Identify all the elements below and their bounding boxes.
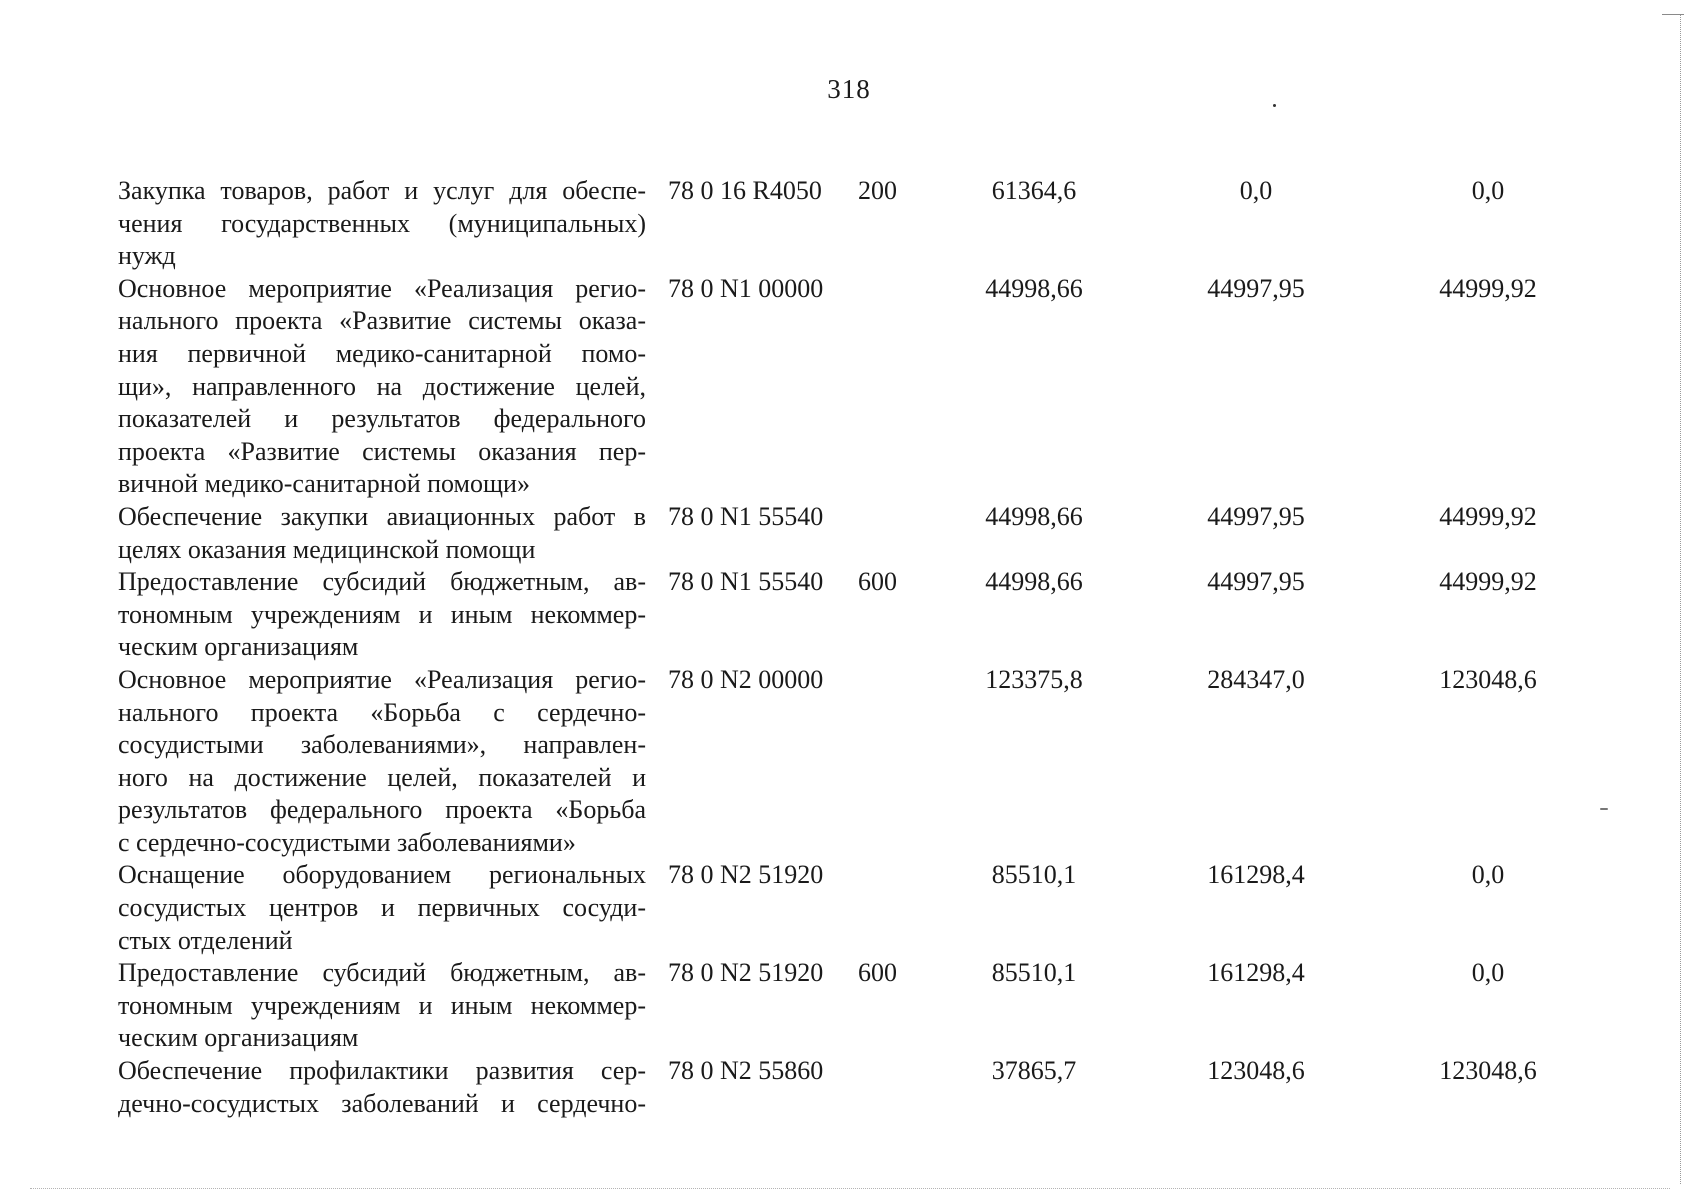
table-row <box>118 957 1564 1055</box>
description-line: проекта «Развитие системы оказания пер- <box>118 436 646 466</box>
row-value-2: 44997,95 <box>1207 273 1305 303</box>
row-value-1: 44998,66 <box>985 273 1083 303</box>
row-code: 78 0 N2 55860 <box>668 1056 824 1086</box>
row-value-3: 0,0 <box>1471 860 1505 890</box>
row-description <box>118 1055 646 1120</box>
description-line: Обеспечение профилактики развития сер- <box>118 1056 646 1086</box>
description-line: Закупка товаров, работ и услуг для обеспе- <box>118 176 646 205</box>
row-code: 78 0 16 R4050 <box>668 176 822 205</box>
row-value-2: 0,0 <box>1239 176 1273 205</box>
row-code: 78 0 N1 55540 <box>668 567 824 597</box>
row-value-1: 44998,66 <box>985 567 1083 597</box>
description-line: ния первичной медико-санитарной помо- <box>118 338 646 368</box>
row-value-2: 44997,95 <box>1207 567 1305 597</box>
budget-table <box>118 175 1564 1120</box>
scan-edge-bottom <box>30 1188 1670 1190</box>
row-value-3: 0,0 <box>1471 176 1505 205</box>
description-line: чения государственных (муниципальных) <box>118 208 646 238</box>
scan-edge-right <box>1680 14 1682 1184</box>
row-value-3: 123048,6 <box>1439 1056 1537 1086</box>
description-line: сосудистых центров и первичных сосуди- <box>118 893 646 923</box>
row-description <box>118 566 646 664</box>
description-line: Обеспечение закупки авиационных работ в <box>118 501 646 531</box>
row-value-1: 44998,66 <box>985 501 1083 531</box>
row-value-2: 44997,95 <box>1207 501 1305 531</box>
row-value-3: 123048,6 <box>1439 664 1537 694</box>
description-line: с сердечно-сосудистыми заболеваниями» <box>118 827 576 857</box>
description-line: нального проекта «Развитие системы оказа- <box>118 306 646 336</box>
row-expense-type: 600 <box>858 958 897 988</box>
row-value-3: 0,0 <box>1471 958 1505 988</box>
table-row <box>118 501 1564 566</box>
row-value-2: 161298,4 <box>1207 860 1305 890</box>
description-line: результатов федерального проекта «Борьба <box>118 795 646 825</box>
row-description <box>118 273 646 501</box>
row-expense-type: 600 <box>858 567 897 597</box>
scan-speck <box>1600 808 1608 810</box>
row-code: 78 0 N1 00000 <box>668 273 824 303</box>
table-row <box>118 273 1564 501</box>
description-line: Основное мероприятие «Реализация регио- <box>118 273 646 303</box>
description-line: дечно-сосудистых заболеваний и сердечно- <box>118 1088 646 1118</box>
table-row <box>118 1055 1564 1120</box>
description-line: ческим организациям <box>118 632 359 662</box>
row-value-2: 284347,0 <box>1207 664 1305 694</box>
row-description <box>118 501 646 566</box>
row-code: 78 0 N2 51920 <box>668 860 824 890</box>
description-line: вичной медико-санитарной помощи» <box>118 469 530 499</box>
description-line: нужд <box>118 241 176 271</box>
description-line: тономным учреждениям и иным некоммер- <box>118 990 646 1020</box>
row-description <box>118 664 646 860</box>
row-value-1: 37865,7 <box>991 1056 1077 1086</box>
row-value-3: 44999,92 <box>1439 501 1537 531</box>
table-row <box>118 859 1564 957</box>
row-value-1: 85510,1 <box>991 958 1077 988</box>
row-code: 78 0 N1 55540 <box>668 501 824 531</box>
row-value-1: 85510,1 <box>991 860 1077 890</box>
description-line: показателей и результатов федерального <box>118 404 646 434</box>
table-row <box>118 175 1564 273</box>
table-row <box>118 664 1564 860</box>
row-description <box>118 859 646 957</box>
scan-corner-mark <box>1662 14 1684 15</box>
description-line: ческим организациям <box>118 1023 359 1053</box>
page-number: 318 <box>827 74 871 104</box>
description-line: целях оказания медицинской помощи <box>118 534 536 564</box>
row-value-1: 123375,8 <box>985 664 1083 694</box>
description-line: Предоставление субсидий бюджетным, ав- <box>118 958 646 988</box>
row-code: 78 0 N2 00000 <box>668 664 824 694</box>
description-line: нального проекта «Борьба с сердечно- <box>118 697 646 727</box>
row-value-3: 44999,92 <box>1439 273 1537 303</box>
description-line: стых отделений <box>118 925 293 955</box>
description-line: тономным учреждениям и иным некоммер- <box>118 599 646 629</box>
row-value-2: 161298,4 <box>1207 958 1305 988</box>
description-line: сосудистыми заболеваниями», направлен- <box>118 730 646 760</box>
description-line: Предоставление субсидий бюджетным, ав- <box>118 567 646 597</box>
row-description <box>118 957 646 1055</box>
row-description <box>118 175 646 273</box>
table-row <box>118 566 1564 664</box>
description-line: ного на достижение целей, показателей и <box>118 762 646 792</box>
row-code: 78 0 N2 51920 <box>668 958 824 988</box>
row-expense-type: 200 <box>858 176 897 205</box>
row-value-3: 44999,92 <box>1439 567 1537 597</box>
description-line: Оснащение оборудованием региональных <box>118 860 646 890</box>
row-value-2: 123048,6 <box>1207 1056 1305 1086</box>
description-line: щи», направленного на достижение целей, <box>118 371 646 401</box>
row-value-1: 61364,6 <box>991 176 1077 205</box>
description-line: Основное мероприятие «Реализация регио- <box>118 664 646 694</box>
